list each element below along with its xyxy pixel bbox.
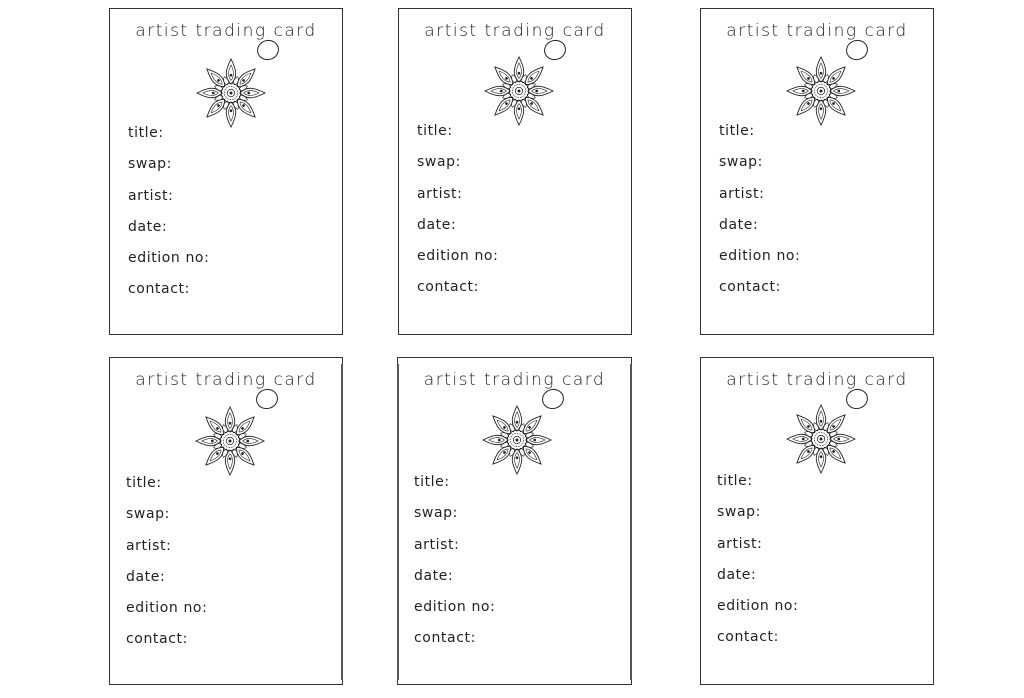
card-fields: [128, 123, 209, 311]
field-artist-label: artist:: [126, 537, 172, 554]
field-artist-label: artist:: [717, 535, 763, 552]
field-artist-label: artist:: [414, 536, 460, 553]
field-swap-label: swap:: [128, 156, 172, 173]
field-title-label: title:: [717, 473, 753, 489]
field-edition-label: edition no:: [717, 598, 799, 615]
card-title: artist trading card: [424, 21, 606, 41]
card-title: artist trading card: [423, 370, 606, 390]
trading-card-1: [109, 8, 343, 335]
field-date-label: date:: [719, 216, 759, 233]
card-fields: [719, 121, 800, 309]
field-date-label: date:: [717, 566, 757, 583]
field-contact-label: contact:: [717, 629, 779, 646]
trading-card-3: [700, 8, 934, 335]
field-date-label: date:: [414, 567, 454, 584]
field-contact-label: contact:: [414, 630, 476, 647]
field-swap-label: swap:: [417, 154, 461, 171]
field-title-label: title:: [417, 123, 453, 139]
field-date-label: date:: [126, 568, 166, 585]
card-edge-shadow: [341, 364, 343, 680]
field-swap-label: swap:: [414, 505, 458, 522]
field-edition-label: edition no:: [126, 600, 208, 617]
trading-card-5: [397, 357, 632, 685]
mandala-star-icon: [784, 54, 858, 128]
trading-card-6: [700, 357, 934, 685]
trading-card-4: [109, 357, 343, 685]
card-title: artist trading card: [726, 21, 908, 41]
field-contact-label: contact:: [719, 279, 781, 296]
field-artist-label: artist:: [128, 187, 174, 204]
field-edition-label: edition no:: [128, 250, 210, 267]
card-fields: [717, 471, 798, 659]
field-title-label: title:: [126, 475, 162, 491]
field-edition-label: edition no:: [719, 248, 801, 265]
field-swap-label: swap:: [126, 506, 170, 523]
field-title-label: title:: [719, 123, 755, 139]
field-swap-label: swap:: [719, 154, 763, 171]
field-date-label: date:: [128, 218, 168, 235]
field-edition-label: edition no:: [417, 248, 499, 265]
field-date-label: date:: [417, 216, 457, 233]
card-fields: [417, 121, 498, 309]
mandala-star-icon: [193, 404, 267, 478]
field-artist-label: artist:: [417, 185, 463, 202]
mandala-star-icon: [784, 402, 858, 476]
field-contact-label: contact:: [417, 279, 479, 296]
field-title-label: title:: [414, 474, 450, 490]
card-fields: [126, 473, 207, 661]
card-title: artist trading card: [726, 370, 908, 390]
card-title: artist trading card: [135, 370, 317, 390]
field-contact-label: contact:: [126, 631, 188, 648]
field-contact-label: contact:: [128, 281, 190, 298]
mandala-star-icon: [480, 403, 554, 477]
field-title-label: title:: [128, 125, 164, 141]
card-edge-shadow: [397, 364, 399, 680]
trading-card-2: [398, 8, 632, 335]
field-swap-label: swap:: [717, 504, 761, 521]
mandala-star-icon: [194, 56, 268, 130]
field-edition-label: edition no:: [414, 599, 496, 616]
card-edge-shadow: [630, 364, 632, 680]
mandala-star-icon: [482, 54, 556, 128]
card-fields: [414, 472, 495, 660]
field-artist-label: artist:: [719, 185, 765, 202]
card-title: artist trading card: [135, 21, 317, 41]
